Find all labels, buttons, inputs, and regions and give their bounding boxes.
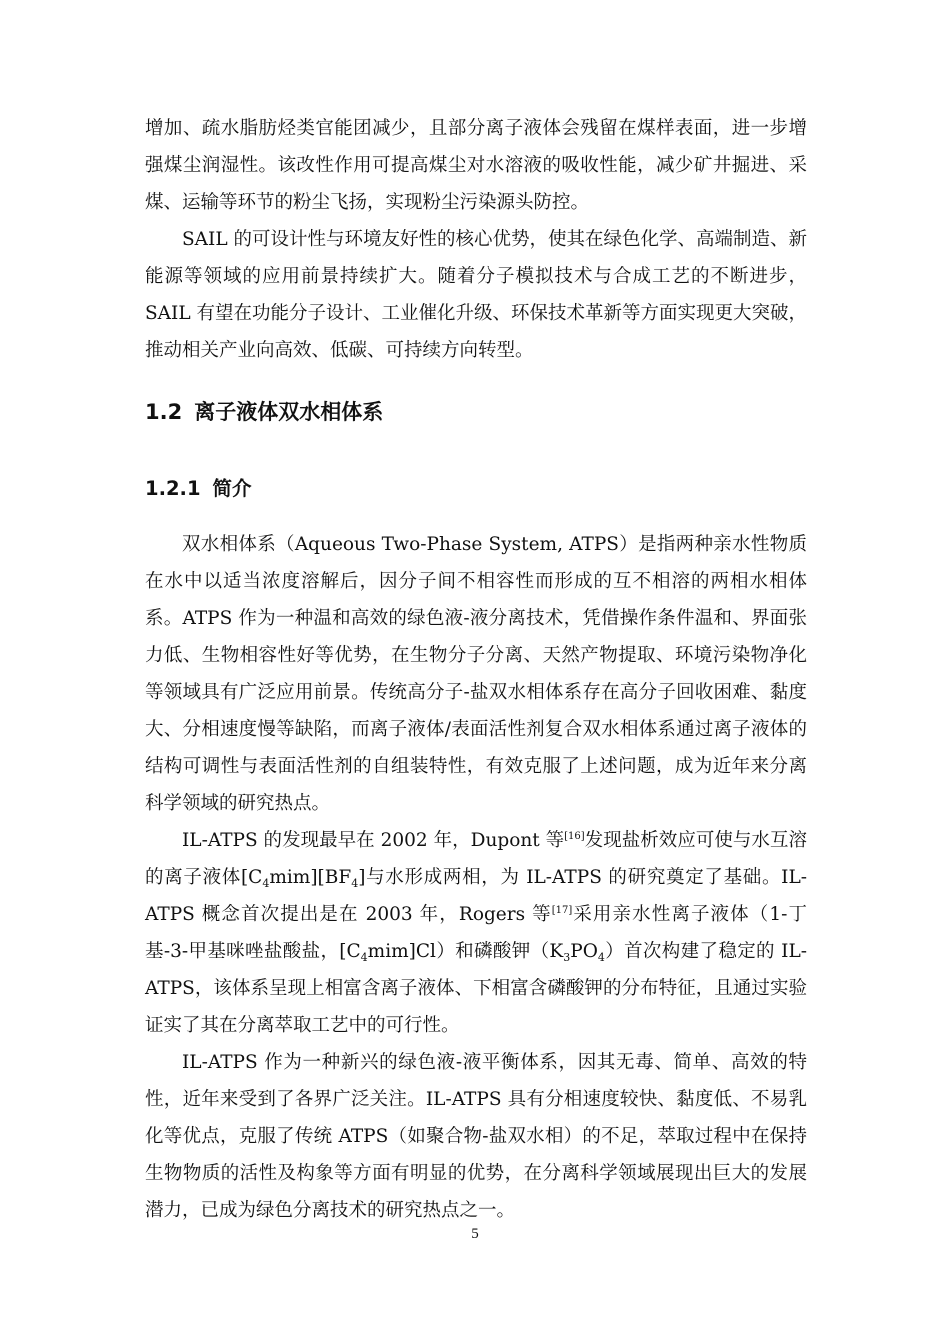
citation-17[interactable]: [17] <box>551 905 573 916</box>
subsection-title: 简介 <box>212 477 252 500</box>
subsection-number: 1.2.1 <box>145 477 201 500</box>
paragraph-sail: SAIL 的可设计性与环境友好性的核心优势，使其在绿色化学、高端制造、新能源等领域的应用前景持续扩大。随着分子模拟技术与合成工艺的不断进步，SAIL 有望在功能分子设计、工业催化升级、环保技术革新等方面实现更大突破，推动相关产业向高效、低碳、可持续方向转型。 <box>145 229 808 361</box>
body-text-intro <box>145 526 807 1229</box>
paragraph-il-atps-advantages: IL-ATPS 作为一种新兴的绿色液-液平衡体系，因其无毒、简单、高效的特性，近年来受到了各界广泛关注。IL-ATPS 具有分相速度较快、黏度低、不易乳化等优点，克服了传统 ATPS（如聚合物-盐双水相）的不足，萃取过程中在保持生物物质的活性及构象等方面有明显的优势，在分离科学领域展现出巨大的发展潜力，已成为绿色分离技术的研究热点之一。 <box>145 1052 807 1221</box>
page-number: 5 <box>471 1226 479 1242</box>
citation-16[interactable]: [16] <box>564 831 585 842</box>
paragraph-il-atps-history: IL-ATPS 的发现最早在 2002 年，Dupont 等[16]发现盐析效应可使与水互溶的离子液体$[C_4mim][BF_4]$与水形成两相，为 IL-ATPS 的研究奠定了基础。IL-ATPS 概念首次提出是在 2003 年，Rogers 等[17]采用亲水性离子液体（1-丁基-3-甲基咪唑盐酸盐，$[C_4mim]Cl$）和磷酸钾$(K_3PO_4)$首次构建了稳定的 IL-ATPS，该体系呈现上相富含离子液体、下相富含磷酸钾的分布特征，且通过实验证实了其在分离萃取工艺中的可行性。 <box>145 830 807 1036</box>
subsection-heading <box>145 474 252 504</box>
paragraph-atps-definition: 双水相体系（Aqueous Two-Phase System, ATPS）是指两种亲水性物质在水中以适当浓度溶解后，因分子间不相容性而形成的互不相溶的两相水相体系。ATPS 作为一种温和高效的绿色液-液分离技术，凭借操作条件温和、界面张力低、生物相容性好等优势，在生物分子分离、天然产物提取、环境污染物净化等领域具有广泛应用前景。传统高分子-盐双水相体系存在高分子回收困难、黏度大、分相速度慢等缺陷，而离子液体/表面活性剂复合双水相体系通过离子液体的结构可调性与表面活性剂的自组装特性，有效克服了上述问题，成为近年来分离科学领域的研究热点。 <box>145 534 807 814</box>
body-text-top <box>145 110 807 369</box>
section-heading <box>145 397 383 427</box>
section-number: 1.2 <box>145 400 183 424</box>
section-title: 离子液体双水相体系 <box>194 400 384 424</box>
paragraph-continuation: 增加、疏水脂肪烃类官能团减少，且部分离子液体会残留在煤样表面，进一步增强煤尘润湿性。该改性作用可提高煤尘对水溶液的吸收性能，减少矿井掘进、采煤、运输等环节的粉尘飞扬，实现粉尘污染源头防控。 <box>145 118 807 213</box>
